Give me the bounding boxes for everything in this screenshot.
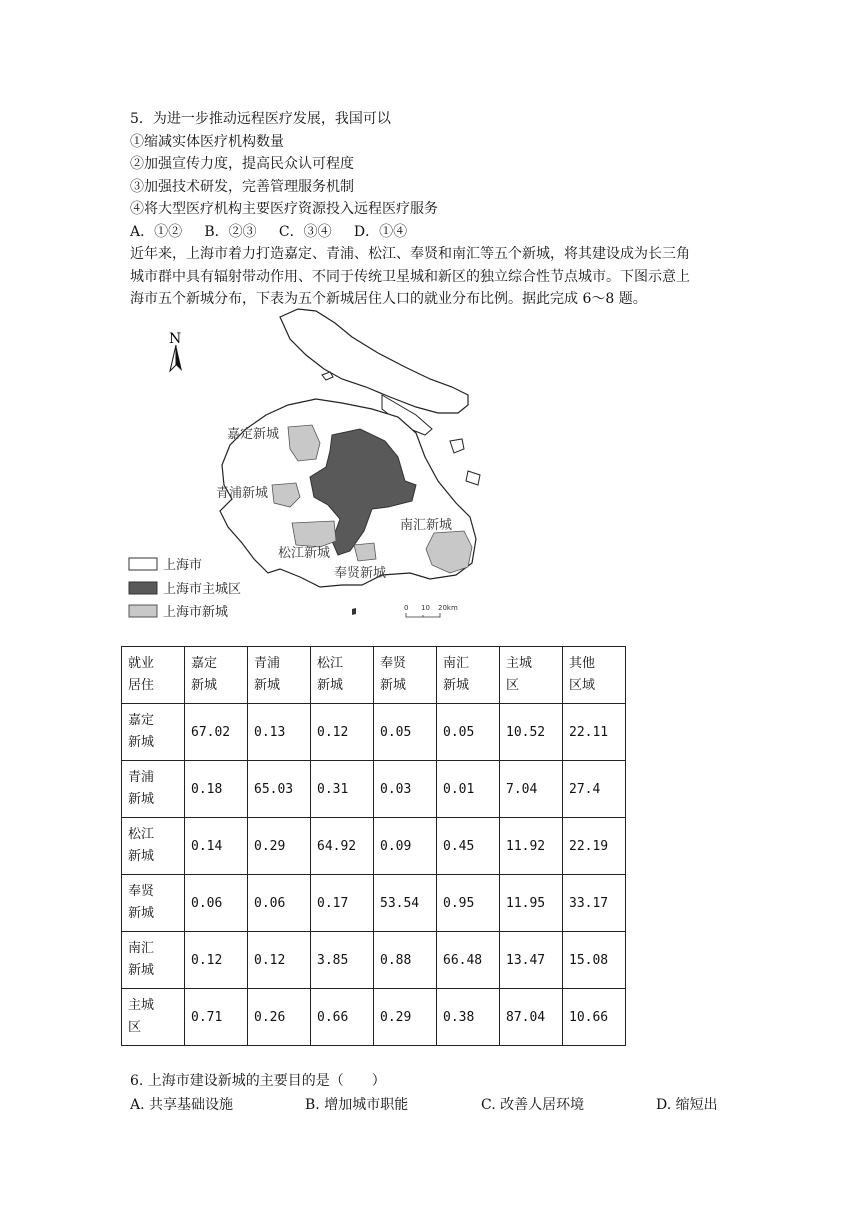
songjiang-newtown <box>292 521 336 547</box>
q6-stem: 6. 上海市建设新城的主要目的是（ ） <box>130 1073 386 1089</box>
table-cell: 0.01 <box>437 761 500 818</box>
table-cell: 64.92 <box>311 818 374 875</box>
table-cell: 0.09 <box>374 818 437 875</box>
table-cell: 7.04 <box>500 761 563 818</box>
q5-item-2: ②加强宣传力度，提高民众认可程度 <box>130 156 354 172</box>
intro-line-3: 海市五个新城分布，下表为五个新城居住人口的就业分布比例。据此完成 6～8 题。 <box>130 291 647 307</box>
legend-main-urban: 上海市主城区 <box>163 582 242 597</box>
table-cell: 0.12 <box>185 932 248 989</box>
fengxian-newtown <box>354 543 376 561</box>
table-cell: 67.02 <box>185 704 248 761</box>
label-jiading: 嘉定新城 <box>227 427 280 442</box>
table-cell: 0.38 <box>437 989 500 1046</box>
table-cell: 0.26 <box>248 989 311 1046</box>
q5-stem: 5．为进一步推动远程医疗发展，我国可以 <box>130 111 391 127</box>
table-cell: 10.66 <box>563 989 626 1046</box>
table-row <box>122 989 626 1046</box>
scale-twenty: 20km <box>438 604 458 612</box>
q5-item-4: ④将大型医疗机构主要医疗资源投入远程医疗服务 <box>130 201 438 217</box>
label-nanhui: 南汇新城 <box>400 518 453 533</box>
intro-line-1: 近年来，上海市着力打造嘉定、青浦、松江、奉贤和南汇等五个新城，将其建设成为长三角 <box>130 246 690 262</box>
employment-table <box>121 646 626 1046</box>
header-cell: 其他 区域 <box>563 647 626 704</box>
header-cell: 就业 居住 <box>122 647 185 704</box>
q5-item-3: ③加强技术研发，完善管理服务机制 <box>130 179 354 195</box>
table-cell: 27.4 <box>563 761 626 818</box>
q6-option-a: A. 共享基础设施 <box>130 1097 234 1113</box>
table-cell: 0.31 <box>311 761 374 818</box>
label-songjiang: 松江新城 <box>278 546 331 561</box>
header-cell: 嘉定 新城 <box>185 647 248 704</box>
header-cell: 青浦 新城 <box>248 647 311 704</box>
table-cell: 33.17 <box>563 875 626 932</box>
q5-item-1: ①缩减实体医疗机构数量 <box>130 134 284 150</box>
scale-zero: 0 <box>404 604 409 612</box>
table-cell: 87.04 <box>500 989 563 1046</box>
table-cell: 0.95 <box>437 875 500 932</box>
table-cell: 0.29 <box>374 989 437 1046</box>
table-cell: 0.12 <box>311 704 374 761</box>
row-label-cell: 奉贤 新城 <box>122 875 185 932</box>
table-cell: 0.13 <box>248 704 311 761</box>
intro-line-2: 城市群中具有辐射带动作用、不同于传统卫星城和新区的独立综合性节点城市。下图示意上 <box>130 269 690 285</box>
row-label-cell: 主城 区 <box>122 989 185 1046</box>
table-row <box>122 818 626 875</box>
table-cell: 0.05 <box>437 704 500 761</box>
table-cell: 11.92 <box>500 818 563 875</box>
table-cell: 0.45 <box>437 818 500 875</box>
table-cell: 0.03 <box>374 761 437 818</box>
table-cell: 0.14 <box>185 818 248 875</box>
table-cell: 10.52 <box>500 704 563 761</box>
table-cell: 0.17 <box>311 875 374 932</box>
table-cell: 66.48 <box>437 932 500 989</box>
table-cell: 0.12 <box>248 932 311 989</box>
table-cell: 13.47 <box>500 932 563 989</box>
table-cell: 0.06 <box>185 875 248 932</box>
table-cell: 0.88 <box>374 932 437 989</box>
table-cell: 3.85 <box>311 932 374 989</box>
table-cell: 0.05 <box>374 704 437 761</box>
table-cell: 0.29 <box>248 818 311 875</box>
legend-city: 上海市 <box>163 558 203 573</box>
table-cell: 53.54 <box>374 875 437 932</box>
shanghai-map <box>120 305 520 623</box>
map-legend <box>129 558 241 620</box>
table-row <box>122 875 626 932</box>
header-cell: 南汇 新城 <box>437 647 500 704</box>
label-fengxian: 奉贤新城 <box>334 566 387 581</box>
table-cell: 0.71 <box>185 989 248 1046</box>
table-row <box>122 932 626 989</box>
q5-options: A．①② B．②③ C．③④ D．①④ <box>130 224 408 240</box>
q6-option-c: C. 改善人居环境 <box>481 1097 585 1113</box>
row-label-cell: 南汇 新城 <box>122 932 185 989</box>
table-row <box>122 704 626 761</box>
table-cell: 22.11 <box>563 704 626 761</box>
label-qingpu: 青浦新城 <box>216 486 269 501</box>
table-cell: 11.95 <box>500 875 563 932</box>
table-cell: 15.08 <box>563 932 626 989</box>
table-cell: 0.06 <box>248 875 311 932</box>
row-label-cell: 松江 新城 <box>122 818 185 875</box>
header-cell: 主城 区 <box>500 647 563 704</box>
scale-bar <box>404 604 458 617</box>
row-label-cell: 嘉定 新城 <box>122 704 185 761</box>
table-header-row <box>122 647 626 704</box>
header-cell: 松江 新城 <box>311 647 374 704</box>
north-arrow-icon <box>169 331 182 371</box>
scale-ten: 10 <box>421 604 430 612</box>
table-cell: 22.19 <box>563 818 626 875</box>
row-label-cell: 青浦 新城 <box>122 761 185 818</box>
q6-option-d: D. 缩短出 <box>656 1097 718 1113</box>
table-cell: 0.18 <box>185 761 248 818</box>
table-cell: 65.03 <box>248 761 311 818</box>
q6-option-b: B. 增加城市职能 <box>305 1097 409 1113</box>
chongming-island <box>280 309 468 413</box>
header-cell: 奉贤 新城 <box>374 647 437 704</box>
legend-new-town: 上海市新城 <box>163 605 229 620</box>
north-label: N <box>169 331 182 347</box>
table-row <box>122 761 626 818</box>
table-cell: 0.66 <box>311 989 374 1046</box>
